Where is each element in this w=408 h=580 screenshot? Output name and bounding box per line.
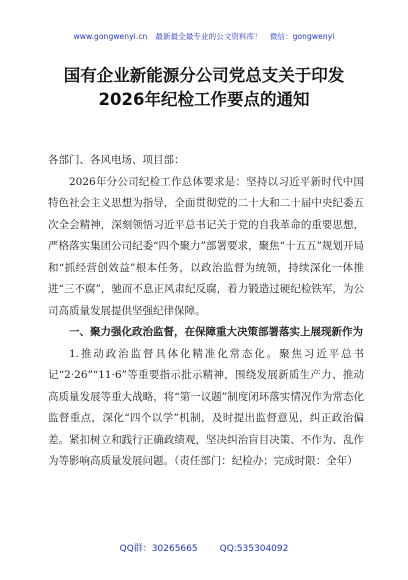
document-title (20, 64, 388, 112)
qq-group: QQ群：30265665 (119, 544, 198, 554)
intro-paragraph: 2026年分公司纪检工作总体要求是：坚持以习近平新时代中国特色社会主义思想为指导，全面贯彻党的二十大和二十届中央纪委五次全会精神，深刻领悟习近平总书记关于党的自我革命的重要思想，严格落实集团公司纪委“四个聚力”部署要求，聚焦“十五五”规划开局和“抓经营创效益”根本任务，以政治监督为统领，持续深化一体推进“三不腐”，驰而不息正风肃纪反腐，着力锻造过硬纪检铁军，为公司高质量发展提供坚强纪律保障。 (48, 175, 364, 317)
qq-contact: QQ:535304092 (219, 544, 289, 554)
header-wechat: 微信：gongwenyi (269, 32, 335, 41)
title-line-1: 国有企业新能源分公司党总支关于印发 (63, 66, 345, 85)
header-slogan: 最新最全最专业的公文资料库！ (155, 32, 262, 41)
item-paragraph: 1.推动政治监督具体化精准化常态化。聚焦习近平总书记“2·26”“11·6”等重要指示批示精神，围绕发展新质生产力、推动高质量发展等重大战略，将“第一议题”制度闭环落实情况作为常态化监督重点，深化“四个以学”机制，及时提出监督意见，纠正政治偏差。紧扣树立和践行正确政绩观，坚决纠治盲目决策、不作为、乱作为等影响高质量发展问题。（责任部门：纪检办；完成时限：全年） (48, 347, 364, 467)
site-link[interactable]: www.gongwenyi.cn (73, 32, 148, 41)
page-footer (0, 541, 408, 554)
section-heading: 一、聚力强化政治监督，在保障重大决策部署落实上展现新作为 (69, 326, 363, 338)
salutation: 各部门、各风电场、项目部： (48, 154, 185, 166)
document-body (48, 150, 364, 473)
title-line-2: 2026年纪检工作要点的通知 (98, 90, 310, 109)
page-header (0, 31, 408, 42)
